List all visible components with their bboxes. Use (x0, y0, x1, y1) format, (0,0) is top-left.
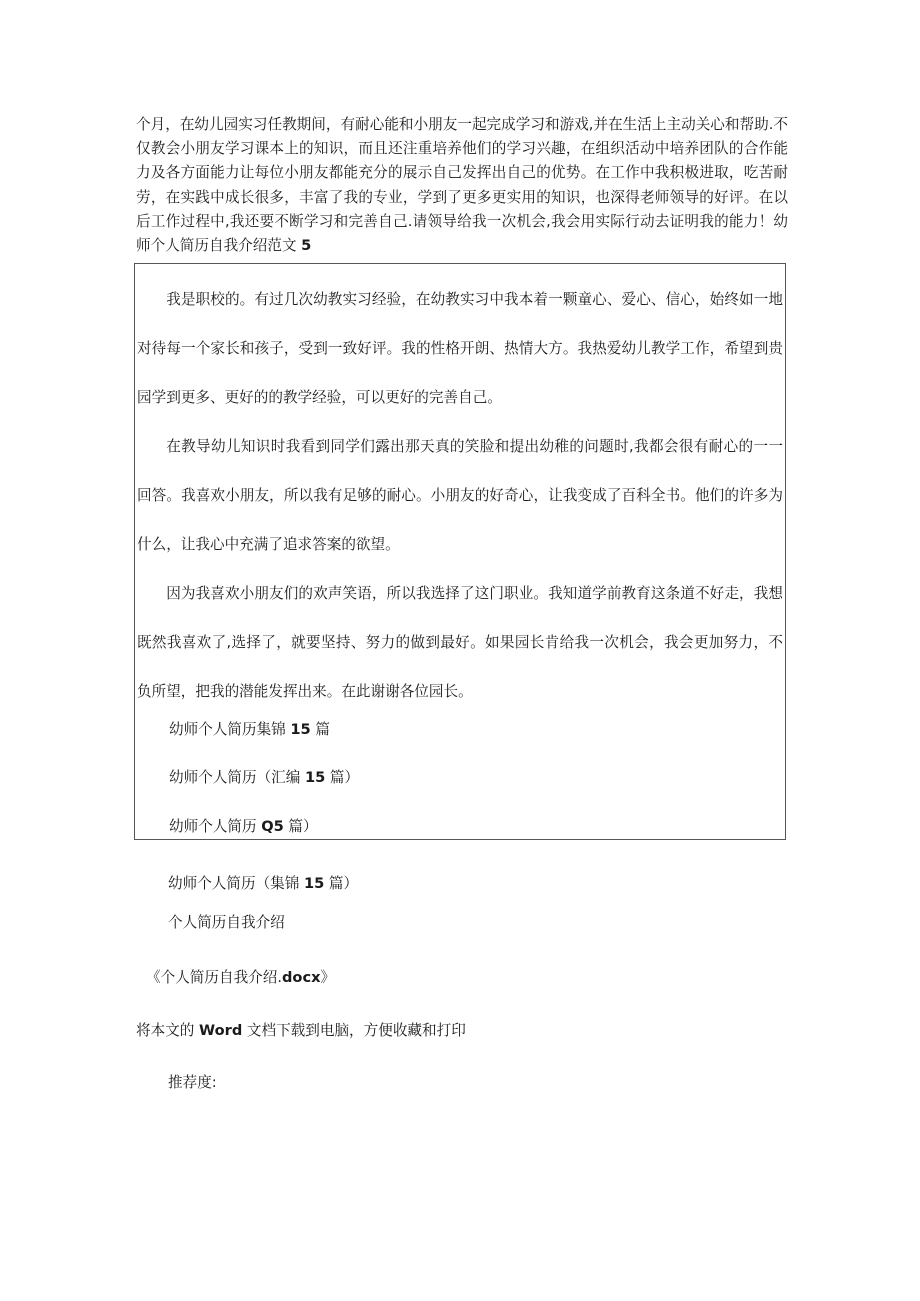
box-paragraph-3: 因为我喜欢小朋友们的欢声笑语，所以我选择了这门职业。我知道学前教育这条道不好走，我想既然我喜欢了,选择了，就要坚持、努力的做到最好。如果园长肯给我一次机会，我会更加努力，不负所望，把我的潜能发挥出来。在此谢谢各位园长。 (137, 585, 783, 700)
recommend-label: 推荐度: (168, 1074, 217, 1091)
file-name-link[interactable]: 《个人简历自我介绍.docx》 (146, 969, 336, 986)
content-box (134, 263, 786, 840)
intro-number: 5 (301, 237, 312, 255)
related-link-2[interactable]: 幼师个人简历（汇编 15 篇） (169, 769, 360, 786)
related-link-3[interactable]: 幼师个人简历 Q5 篇） (169, 818, 318, 835)
related-link-4[interactable]: 幼师个人简历（集锦 15 篇） (168, 875, 359, 892)
box-paragraph-2: 在教导幼儿知识时我看到同学们露出那天真的笑脸和提出幼稚的问题时,我都会很有耐心的一一回答。我喜欢小朋友，所以我有足够的耐心。小朋友的好奇心，让我变成了百科全书。他们的许多为什么，让我心中充满了追求答案的欲望。 (137, 438, 783, 553)
box-paragraph-1: 我是职校的。有过几次幼教实习经验，在幼教实习中我本着一颗童心、爱心、信心，始终如一地对待每一个家长和孩子，受到一致好评。我的性格开朗、热情大方。我热爱幼儿教学工作，希望到贵园学到更多、更好的的教学经验，可以更好的完善自己。 (137, 291, 783, 406)
intro-paragraph (136, 113, 788, 258)
download-hint: 将本文的 Word 文档下载到电脑，方便收藏和打印 (136, 1022, 466, 1039)
intro-text: 个月，在幼儿园实习任教期间，有耐心能和小朋友一起完成学习和游戏,并在生活上主动关心和帮助.不仅教会小朋友学习课本上的知识，而且还注重培养他们的学习兴趣，在组织活动中培养团队的合作能力及各方面能力让每位小朋友都能充分的展示自己发挥出自己的优势。在工作中我积极进取，吃苦耐劳，在实践中成长很多，丰富了我的专业，学到了更多更实用的知识，也深得老师领导的好评。在以后工作过程中,我还要不断学习和完善自己.请领导给我一次机会,我会用实际行动去证明我的能力！幼师个人简历自我介绍范文 (136, 116, 788, 255)
related-link-1[interactable]: 幼师个人简历集锦 15 篇 (169, 721, 330, 738)
article-title: 个人简历自我介绍 (168, 914, 285, 931)
